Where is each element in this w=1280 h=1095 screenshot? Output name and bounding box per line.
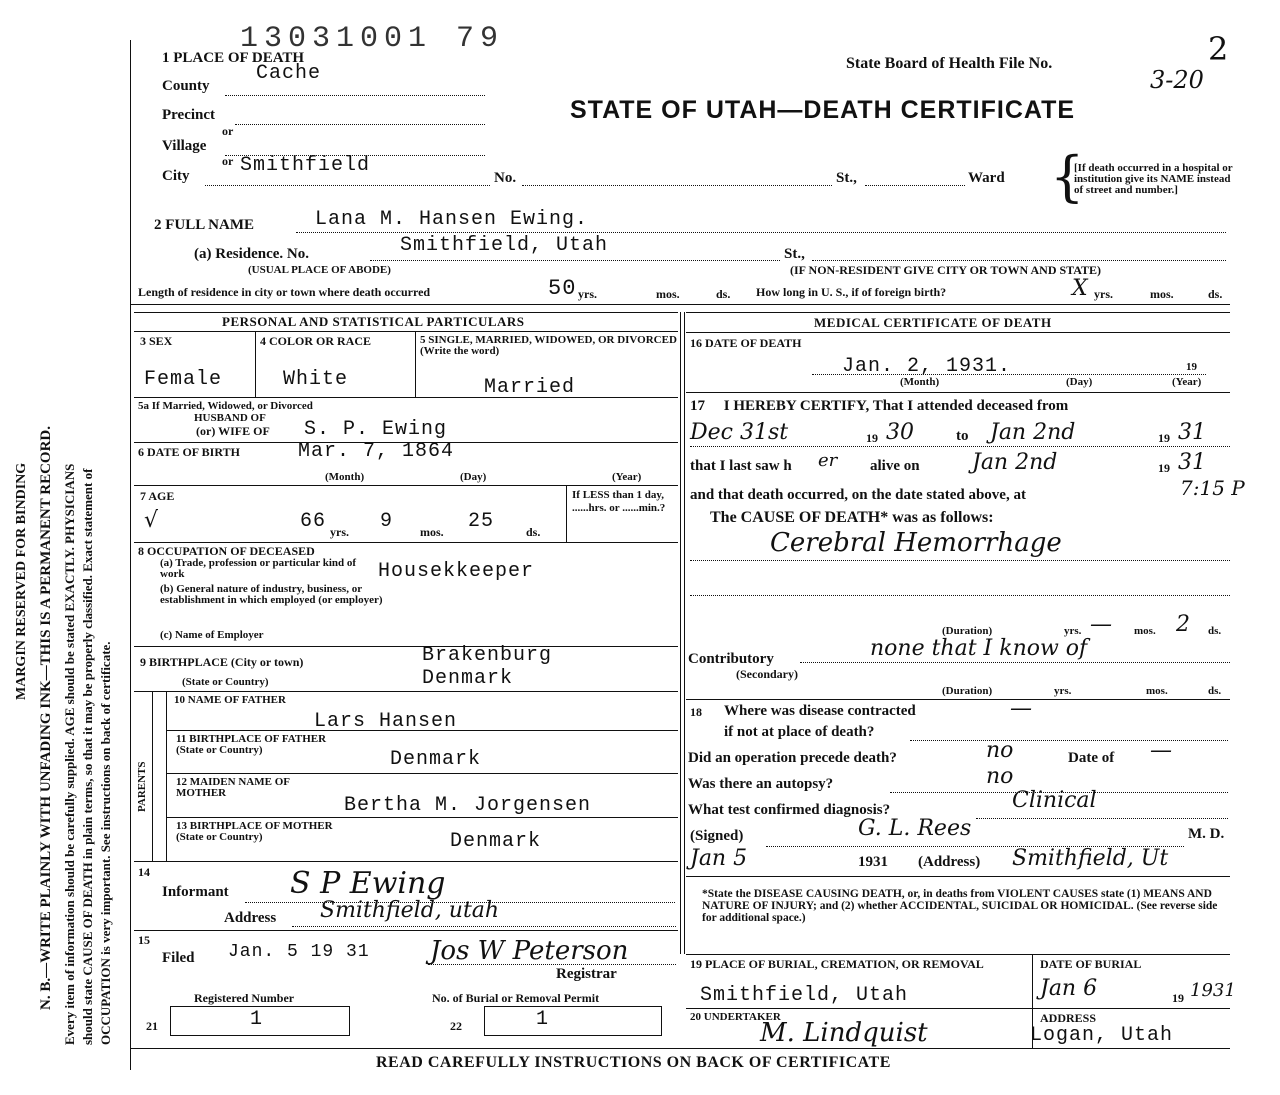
duration-label: (Duration): [942, 625, 993, 637]
cause-footnote: *State the DISEASE CAUSING DEATH, or, in deaths from VIOLENT CAUSES state (1) MEANS AND NATURE OF INJURY; and (2) whether ACCIDENTAL, SUICIDAL OR HOMICIDAL. (See reverse side for additional space.): [702, 888, 1218, 924]
death-month-caption: (Month): [900, 376, 940, 388]
age-months: 9: [380, 510, 394, 533]
autopsy-value: no: [986, 764, 1014, 789]
mother-value: Bertha M. Jorgensen: [344, 794, 592, 817]
birthplace-country: Denmark: [422, 667, 514, 690]
occupation-label: 8 OCCUPATION OF DECEASED: [138, 544, 315, 558]
ds-label: ds.: [716, 287, 731, 301]
sex-value: Female: [144, 368, 223, 391]
burial-permit-box: [484, 1006, 662, 1036]
age-check: √: [144, 508, 159, 533]
informant-signature: S P Ewing: [290, 866, 446, 901]
cause-of-death: Cerebral Hemorrhage: [770, 528, 1062, 558]
alive-nineteen: 19: [1158, 461, 1170, 475]
burial-place-value: Smithfield, Utah: [700, 984, 909, 1007]
q18-label-2: if not at place of death?: [724, 724, 875, 740]
length-years-value: 50: [548, 276, 577, 301]
burial-num-index: 22: [450, 1019, 462, 1033]
death-time: 7:15 P: [1180, 476, 1245, 500]
spouse-label-2: HUSBAND OF: [194, 412, 266, 424]
test-value: Clinical: [1012, 788, 1097, 813]
informant-label: Informant: [162, 884, 229, 900]
county-value: Cache: [256, 62, 322, 85]
foreign-birth-label: How long in U. S., if of foreign birth?: [756, 285, 947, 299]
father-birthplace-label: 11 BIRTHPLACE OF FATHER (State or Country): [176, 733, 327, 756]
undertaker-label: 20 UNDERTAKER: [690, 1011, 781, 1023]
mother-birthplace-value: Denmark: [450, 830, 542, 853]
alive-year: 31: [1178, 450, 1206, 475]
spouse-value: S. P. Ewing: [304, 418, 448, 441]
father-value: Lars Hansen: [314, 710, 458, 733]
city-value: Smithfield: [240, 154, 371, 177]
employer-label: (c) Name of Employer: [160, 629, 264, 641]
dob-day-caption: (Day): [460, 471, 487, 483]
mos-label-2: mos.: [1150, 287, 1174, 301]
burial-place-label: 19 PLACE OF BURIAL, CREMATION, OR REMOVAL: [690, 957, 984, 971]
death-occurred-label: and that death occurred, on the date stated above, at: [690, 487, 1026, 503]
last-saw-label: that I last saw h: [690, 458, 792, 474]
registrar-signature: Jos W Peterson: [430, 936, 629, 966]
age-yrs-label: yrs.: [330, 525, 349, 539]
duration-mos-label: mos.: [1134, 625, 1156, 637]
undertaker-address-label: ADDRESS: [1040, 1011, 1097, 1025]
father-birthplace-value: Denmark: [390, 748, 482, 771]
operation-value: no: [986, 738, 1014, 763]
margin-binding-text: MARGIN RESERVED FOR BINDING: [14, 462, 29, 700]
duration-mos-label-2: mos.: [1146, 685, 1168, 697]
file-number-label: State Board of Health File No.: [846, 55, 1053, 72]
spouse-label-3: (or) WIFE OF: [196, 424, 270, 438]
birthplace-city: Brakenburg: [422, 644, 553, 667]
mother-birthplace-label: 13 BIRTHPLACE OF MOTHER (State or Country): [176, 820, 333, 843]
contributory-label: Contributory: [688, 651, 774, 667]
yrs-label-2: yrs.: [1094, 287, 1113, 301]
duration-ds-label: ds.: [1208, 625, 1222, 637]
city-label: City: [162, 168, 190, 184]
margin-instruction-line3: should state CAUSE OF DEATH in plain terms, so that it may be properly classified. Exact statement of: [80, 468, 95, 1045]
burial-nineteen: 19: [1172, 991, 1184, 1005]
file-number-value: 3-20: [1150, 66, 1204, 94]
cause-intro: The CAUSE OF DEATH* was as follows:: [710, 509, 994, 526]
to-label: to: [956, 428, 969, 444]
medical-section-header: MEDICAL CERTIFICATE OF DEATH: [814, 315, 1052, 330]
autopsy-label: Was there an autopsy?: [688, 776, 834, 792]
or-label-2: or: [222, 154, 234, 168]
residence-street-label: St.,: [784, 246, 805, 262]
personal-section-header: PERSONAL AND STATISTICAL PARTICULARS: [222, 314, 525, 329]
dob-label: 6 DATE OF BIRTH: [138, 445, 240, 459]
footer-instructions: READ CAREFULLY INSTRUCTIONS ON BACK OF CERTIFICATE: [376, 1054, 891, 1071]
dob-value: Mar. 7, 1864: [298, 440, 455, 463]
state-country-label: (State or Country): [182, 676, 269, 688]
attended-to-year: 31: [1178, 420, 1206, 445]
sex-label: 3 SEX: [140, 334, 173, 348]
residence-label: (a) Residence. No.: [194, 246, 309, 262]
duration-label-2: (Duration): [942, 685, 993, 697]
last-saw-her: er: [818, 450, 838, 471]
full-name-value: Lana M. Hansen Ewing.: [315, 208, 589, 231]
contributory-value: none that I know of: [870, 636, 1088, 661]
county-label: County: [162, 78, 210, 94]
death-year-caption: (Year): [1172, 376, 1202, 388]
birthplace-label: 9 BIRTHPLACE (City or town): [140, 655, 304, 669]
date-of-death-label: 16 DATE OF DEATH: [690, 336, 802, 350]
certify-text: 17 I HEREBY CERTIFY, That I attended deceased from: [690, 398, 1069, 414]
attended-from-year: 30: [886, 420, 914, 445]
foreign-birth-value: X: [1072, 276, 1088, 301]
no-label: No.: [494, 170, 517, 186]
undertaker-signature: M. Lindquist: [760, 1018, 928, 1048]
age-label: 7 AGE: [140, 489, 175, 503]
marital-label: 5 SINGLE, MARRIED, WIDOWED, OR DIVORCED (Write the word): [420, 334, 677, 357]
page-title: STATE OF UTAH—DEATH CERTIFICATE: [570, 96, 1076, 124]
burial-permit-value: 1: [536, 1008, 550, 1031]
full-name-label: 2 FULL NAME: [154, 217, 255, 233]
date-of-value: —: [1150, 738, 1172, 763]
burial-permit-label: No. of Burial or Removal Permit: [432, 991, 600, 1005]
age-ds-label: ds.: [526, 525, 541, 539]
md-label: M. D.: [1188, 826, 1225, 842]
secondary-label: (Secondary): [736, 667, 798, 681]
death-day-caption: (Day): [1066, 376, 1093, 388]
occupation-b-label: (b) General nature of industry, business, or establishment in which employed (or employer): [160, 583, 383, 606]
burial-year-value: 1931: [1190, 980, 1236, 1001]
q18-value: —: [1010, 696, 1032, 721]
alive-on-label: alive on: [870, 458, 920, 474]
signed-year: 1931: [858, 854, 888, 870]
duration-yrs-label: yrs.: [1064, 625, 1082, 637]
q18-number: 18: [690, 705, 702, 719]
duration-months: 2: [1176, 612, 1190, 637]
certificate-number: 13031001 79: [240, 22, 505, 56]
date-of-label: Date of: [1068, 750, 1115, 766]
signed-label: (Signed): [690, 828, 744, 844]
to-nineteen: 19: [1158, 431, 1170, 445]
hospital-note: [If death occurred in a hospital or institution give its NAME instead of street and number.]: [1074, 162, 1233, 196]
informant-number: 14: [138, 865, 150, 879]
marital-value: Married: [484, 376, 576, 399]
duration-yrs-label-2: yrs.: [1054, 685, 1072, 697]
parents-label: PARENTS: [136, 761, 148, 812]
margin-instruction-line2: Every item of information should be carefully supplied. AGE should be stated EXACTLY. PHYSICIANS: [62, 463, 77, 1045]
place-of-death-header: 1 PLACE OF DEATH: [162, 50, 305, 66]
death-nineteen: 19: [1186, 361, 1197, 373]
filed-date: Jan. 5 19 31: [228, 942, 370, 962]
age-days: 25: [468, 510, 495, 533]
or-label-1: or: [222, 124, 234, 138]
village-label: Village: [162, 138, 207, 154]
mother-label: 12 MAIDEN NAME OF MOTHER: [176, 776, 290, 799]
informant-address-label: Address: [224, 910, 277, 926]
burial-date-label: DATE OF BURIAL: [1040, 957, 1142, 971]
alive-date: Jan 2nd: [972, 450, 1058, 475]
spouse-label-1: 5a If Married, Widowed, or Divorced: [138, 400, 313, 412]
residence-value: Smithfield, Utah: [400, 234, 609, 257]
physician-address: Smithfield, Ut: [1012, 846, 1169, 871]
color-label: 4 COLOR OR RACE: [260, 334, 372, 348]
registrar-label: Registrar: [556, 966, 617, 982]
occupation-value: Housekkeeper: [378, 560, 535, 583]
operation-label: Did an operation precede death?: [688, 750, 897, 766]
physician-address-label: (Address): [918, 854, 981, 870]
burial-date-value: Jan 6: [1040, 976, 1098, 1001]
informant-address: Smithfield, utah: [320, 898, 500, 923]
from-nineteen: 19: [866, 431, 878, 445]
test-label: What test confirmed diagnosis?: [688, 802, 891, 818]
duration-ds-label-2: ds.: [1208, 685, 1222, 697]
dob-year-caption: (Year): [612, 471, 642, 483]
mos-label: mos.: [656, 287, 680, 301]
attended-to: Jan 2nd: [990, 420, 1076, 445]
attended-from: Dec 31st: [690, 420, 789, 445]
nonresident-note: (IF NON-RESIDENT GIVE CITY OR TOWN AND STATE): [790, 263, 1102, 277]
file-number-top: 2: [1208, 30, 1229, 68]
filed-number: 15: [138, 933, 150, 947]
registered-number-label: Registered Number: [194, 991, 295, 1005]
undertaker-address-value: Logan, Utah: [1030, 1024, 1174, 1047]
dob-month-caption: (Month): [325, 471, 365, 483]
margin-instruction-line4: OCCUPATION is very important. See instructions on back of certificate.: [98, 641, 113, 1045]
filed-label: Filed: [162, 950, 195, 966]
length-of-residence-label: Length of residence in city or town where death occurred: [138, 285, 431, 299]
duration-years: —: [1090, 612, 1112, 637]
ds-label-2: ds.: [1208, 287, 1223, 301]
physician-signature: G. L. Rees: [858, 816, 972, 841]
street-label: St.,: [836, 170, 857, 186]
registered-number-value: 1: [250, 1008, 264, 1031]
age-years: 66: [300, 510, 327, 533]
signed-date: Jan 5: [690, 846, 748, 871]
brace-icon: {: [1050, 145, 1085, 208]
less-than-day-label: If LESS than 1 day, ......hrs. or ......min.?: [572, 489, 666, 514]
yrs-label: yrs.: [578, 287, 597, 301]
date-of-death-value: Jan. 2, 1931.: [842, 355, 1012, 378]
registered-num-index: 21: [146, 1019, 158, 1033]
color-value: White: [283, 368, 349, 391]
margin-instruction-line1: N. B.—WRITE PLAINLY WITH UNFADING INK—THIS IS A PERMANENT RECORD.: [38, 426, 54, 1010]
ward-label: Ward: [968, 170, 1005, 186]
father-label: 10 NAME OF FATHER: [174, 694, 286, 706]
precinct-label: Precinct: [162, 107, 216, 123]
occupation-a-label: (a) Trade, profession or particular kind of work: [160, 557, 357, 580]
q18-label: Where was disease contracted: [724, 703, 916, 719]
age-mos-label: mos.: [420, 525, 444, 539]
abode-note: (USUAL PLACE OF ABODE): [248, 264, 391, 276]
